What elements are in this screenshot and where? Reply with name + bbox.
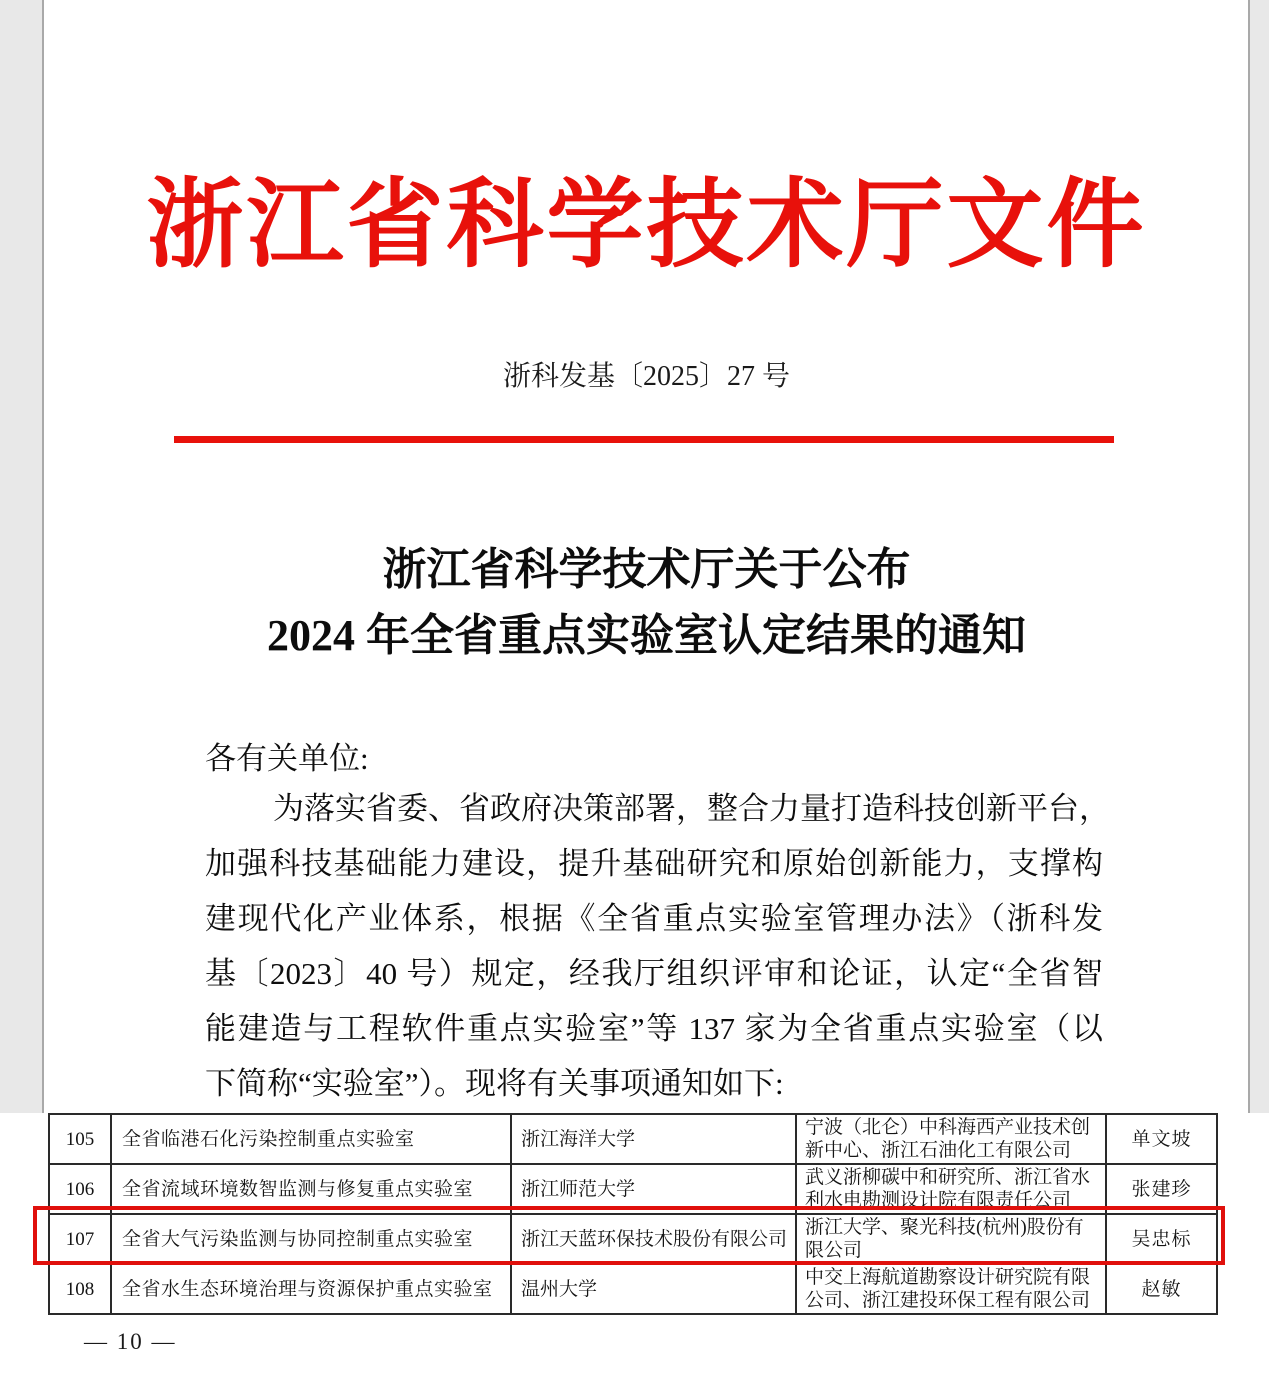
lab-name-cell: 全省流域环境数智监测与修复重点实验室	[111, 1164, 511, 1214]
key-laboratories-table	[48, 1113, 1218, 1315]
director-cell: 吴忠标	[1106, 1214, 1217, 1264]
institution-cell: 浙江天蓝环保技术股份有限公司	[511, 1214, 796, 1264]
lab-name-cell: 全省水生态环境治理与资源保护重点实验室	[111, 1264, 511, 1314]
director-cell: 赵敏	[1106, 1264, 1217, 1314]
red-letterhead-title: 浙江省科学技术厅文件	[146, 172, 1147, 279]
institution-cell: 浙江海洋大学	[511, 1114, 796, 1164]
body-line: 能建造与工程软件重点实验室”等 137 家为全省重点实验室（以	[205, 1011, 1103, 1046]
table-row	[49, 1114, 1217, 1164]
salutation: 各有关单位:	[205, 741, 369, 776]
director-cell: 张建珍	[1106, 1164, 1217, 1214]
letterhead-red-rule	[174, 436, 1114, 443]
partners-cell: 宁波（北仑）中科海西产业技术创新中心、浙江石油化工有限公司	[796, 1114, 1106, 1164]
body-line: 加强科技基础能力建设，提升基础研究和原始创新能力，支撑构	[205, 846, 1103, 881]
table-row	[49, 1164, 1217, 1214]
row-number-cell: 108	[49, 1264, 111, 1314]
body-line: 基〔2023〕40 号）规定，经我厅组织评审和论证，认定“全省智	[205, 956, 1103, 991]
row-number-cell: 106	[49, 1164, 111, 1214]
document-number: 浙科发基〔2025〕27 号	[502, 361, 790, 392]
partners-cell: 浙江大学、聚光科技(杭州)股份有限公司	[796, 1214, 1106, 1264]
body-line: 下简称“实验室”）。现将有关事项通知如下:	[205, 1066, 784, 1101]
body-paragraph	[205, 788, 1110, 1118]
lab-list-table-excerpt	[0, 1113, 1269, 1386]
page-margin-right	[1248, 0, 1269, 1113]
row-number-cell: 105	[49, 1114, 111, 1164]
institution-cell: 温州大学	[511, 1264, 796, 1314]
row-number-cell: 107	[49, 1214, 111, 1264]
notice-title-line2: 2024 年全省重点实验室认定结果的通知	[267, 611, 1026, 660]
page-margin-left	[0, 0, 44, 1113]
table-row	[49, 1264, 1217, 1314]
notice-title-line1: 浙江省科学技术厅关于公布	[382, 545, 911, 594]
body-line: 建现代化产业体系，根据《全省重点实验室管理办法》（浙科发	[205, 901, 1103, 936]
lab-name-cell: 全省临港石化污染控制重点实验室	[111, 1114, 511, 1164]
page-number: — 10 —	[84, 1329, 177, 1354]
body-line: 为落实省委、省政府决策部署，整合力量打造科技创新平台，	[273, 791, 1110, 826]
director-cell: 单文坡	[1106, 1114, 1217, 1164]
institution-cell: 浙江师范大学	[511, 1164, 796, 1214]
lab-name-cell: 全省大气污染监测与协同控制重点实验室	[111, 1214, 511, 1264]
partners-cell: 武义浙柳碳中和研究所、浙江省水利水电勘测设计院有限责任公司	[796, 1164, 1106, 1214]
table-row-highlighted	[49, 1214, 1217, 1264]
partners-cell: 中交上海航道勘察设计研究院有限公司、浙江建投环保工程有限公司	[796, 1264, 1106, 1314]
